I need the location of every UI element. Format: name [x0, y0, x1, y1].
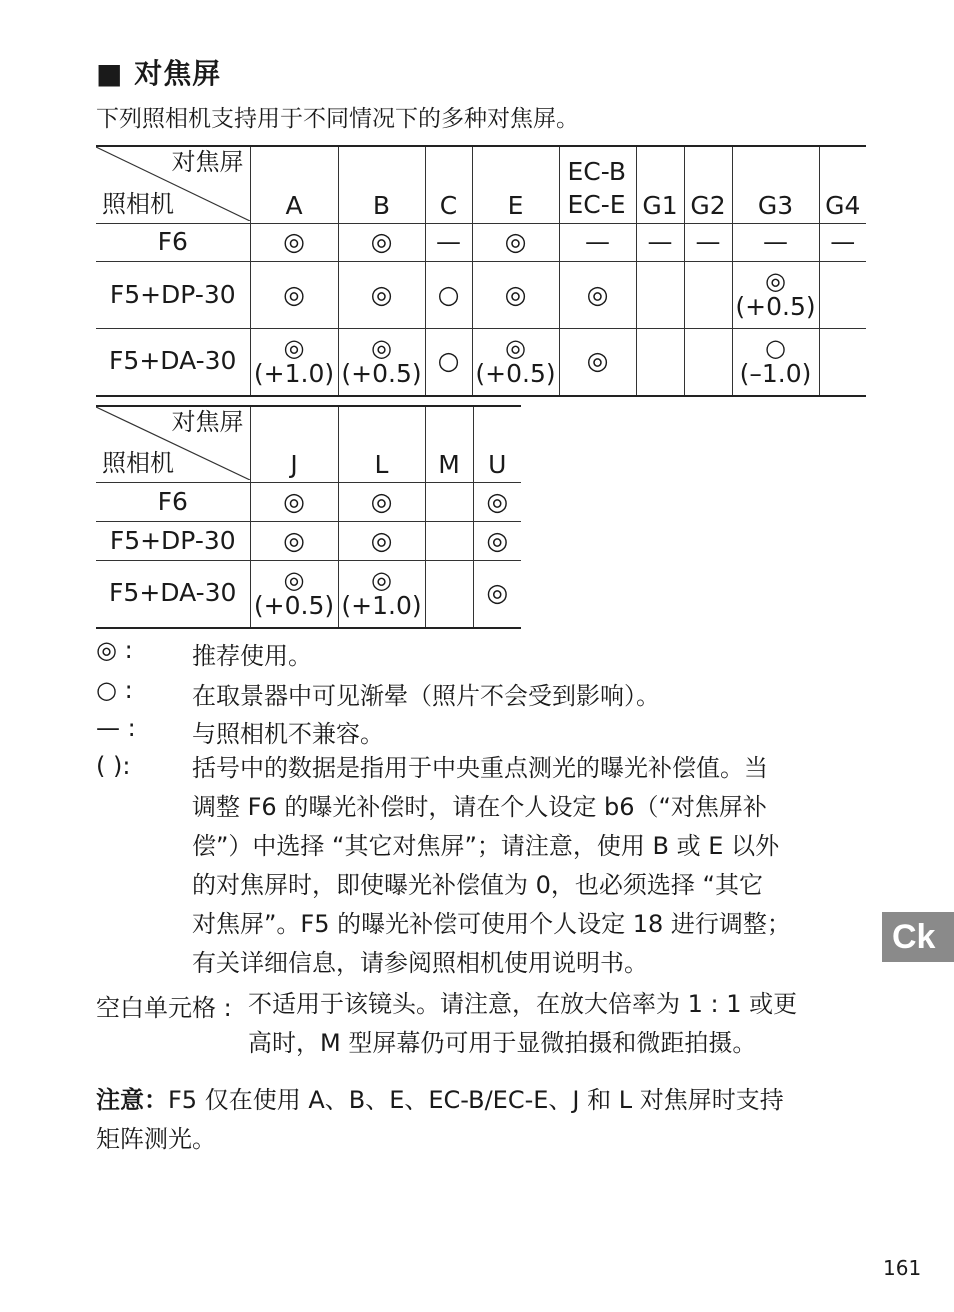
header-EC-B: EC-B [567, 157, 627, 186]
cell [819, 262, 866, 329]
cell-mark: ◎ [505, 334, 526, 362]
camera-F5-DP-30: F5+DP-30 [109, 279, 236, 309]
cell-g3 [732, 329, 819, 396]
cell: — [559, 224, 636, 262]
header-B: B [338, 146, 425, 224]
header-J: J [250, 406, 338, 483]
cell-value: (–1.0) [739, 359, 812, 388]
header-A: A [250, 146, 338, 224]
header-G4: G4 [819, 146, 866, 224]
cell-value: (+0.5) [735, 292, 816, 322]
cell: ◎ [472, 224, 559, 262]
table1-corner-cell [96, 146, 250, 224]
legend-line: 调整 F6 的曝光补偿时，请在个人设定 b6（“对焦屏补 [192, 793, 767, 821]
cell: ◎ [338, 522, 425, 561]
cell: ○ [425, 262, 472, 329]
cell: ○ [425, 329, 472, 396]
cell: ◎ [338, 224, 425, 262]
legend-text: 推荐使用。 [192, 642, 312, 670]
cell-mark: ◎ [371, 334, 392, 362]
table-row [96, 224, 866, 262]
cell-mark: ◎ [765, 267, 786, 296]
note-label: 注意： [96, 1086, 168, 1114]
cell: ◎ [559, 329, 636, 396]
cell: ◎ [250, 483, 338, 522]
legend-parentheses-symbol: ( ): [96, 752, 131, 780]
legend-blank-cell-symbol: 空白单元格 : [96, 994, 232, 1022]
cell-mark: ◎ [283, 566, 305, 594]
cell: ◎ [473, 522, 521, 561]
cell [684, 262, 732, 329]
cell-a [250, 329, 338, 396]
cell-value: (+0.5) [253, 591, 335, 620]
header-G3: G3 [732, 146, 819, 224]
language-tab: Ck [882, 912, 954, 962]
corner-camera-label: 照相机 [102, 449, 174, 478]
legend-line: 的对焦屏时，即使曝光补偿值为 0，也必须选择 “其它 [192, 871, 763, 899]
table-row [96, 522, 521, 561]
focusing-screen-table-2 [96, 405, 521, 629]
cell [425, 561, 473, 628]
focusing-screen-table-1 [96, 145, 866, 397]
legend-line: 不适用于该镜头。请注意，在放大倍率为 1 : 1 或更 [248, 990, 798, 1018]
camera-F6: F6 [157, 227, 188, 257]
cell: — [425, 224, 472, 262]
legend-symbol: — : [96, 714, 136, 742]
matrix-metering-note [96, 1081, 784, 1159]
cell [636, 329, 684, 396]
legend-line: 高时，M 型屏幕仍可用于显微拍摄和微距拍摄。 [248, 1029, 757, 1057]
cell-value: (+0.5) [341, 359, 422, 388]
legend-symbol: ◎ : [96, 636, 133, 664]
cell-l [338, 561, 425, 628]
legend-line: 偿”）中选择 “其它对焦屏”；请注意，使用 B 或 E 以外 [192, 832, 780, 860]
cell-b [338, 329, 425, 396]
legend-blank-cell-text [248, 985, 797, 1063]
camera-F5-DP-30: F5+DP-30 [109, 525, 236, 555]
cell: ◎ [473, 483, 521, 522]
table-row [96, 329, 866, 396]
cell: ◎ [338, 483, 425, 522]
header-C: C [425, 146, 472, 224]
corner-screen-label: 对焦屏 [171, 408, 244, 436]
cell-mark: ○ [765, 334, 786, 362]
table-row [96, 262, 866, 329]
camera-F5-DA-30: F5+DA-30 [109, 578, 237, 608]
cell: ◎ [250, 262, 338, 329]
cell: ◎ [559, 262, 636, 329]
header-EC [559, 146, 636, 224]
header-EC-E: EC-E [567, 189, 626, 219]
header-G2: G2 [684, 146, 732, 224]
cell-g3 [732, 262, 819, 329]
cell: — [732, 224, 819, 262]
header-G1: G1 [636, 146, 684, 224]
table-row [96, 483, 521, 522]
page-number: 161 [883, 1256, 922, 1280]
cell: ◎ [250, 224, 338, 262]
legend-text: 与照相机不兼容。 [192, 720, 384, 748]
cell [819, 329, 866, 396]
legend-symbol: ○ : [96, 676, 133, 704]
cell: ◎ [338, 262, 425, 329]
cell-value: (+1.0) [253, 359, 335, 388]
cell-mark: ◎ [283, 334, 305, 362]
cell: ◎ [472, 262, 559, 329]
intro-text: 下列照相机支持用于不同情况下的多种对焦屏。 [96, 106, 579, 132]
cell [425, 483, 473, 522]
corner-screen-label: 对焦屏 [171, 148, 244, 176]
header-U: U [473, 406, 521, 483]
section-title: ■ 对焦屏 [96, 57, 222, 90]
cell: — [636, 224, 684, 262]
cell-j [250, 561, 338, 628]
note-text: F5 仅在使用 A、B、E、EC-B/EC-E、J 和 L 对焦屏时支持 [168, 1086, 784, 1114]
note-text-2: 矩阵测光。 [96, 1125, 216, 1153]
legend-line: 对焦屏”。F5 的曝光补偿可使用个人设定 18 进行调整； [192, 910, 791, 938]
legend-line: 括号中的数据是指用于中央重点测光的曝光补偿值。当 [192, 754, 768, 782]
cell: — [819, 224, 866, 262]
legend-line: 有关详细信息，请参阅照相机使用说明书。 [192, 949, 648, 977]
corner-camera-label: 照相机 [102, 190, 174, 219]
cell-mark: ◎ [371, 566, 392, 594]
table-row [96, 561, 521, 628]
camera-F5-DA-30: F5+DA-30 [109, 346, 237, 376]
table2-corner-cell [96, 406, 250, 483]
legend-text: 在取景器中可见渐晕（照片不会受到影响）。 [192, 682, 660, 710]
camera-F6: F6 [157, 486, 188, 516]
header-L: L [338, 406, 425, 483]
cell [425, 522, 473, 561]
legend-parentheses-text [192, 749, 791, 983]
cell-value: (+1.0) [341, 591, 422, 620]
cell: ◎ [250, 522, 338, 561]
cell: ◎ [473, 561, 521, 628]
cell-e [472, 329, 559, 396]
header-E: E [472, 146, 559, 224]
cell [636, 262, 684, 329]
cell [684, 329, 732, 396]
cell: — [684, 224, 732, 262]
cell-value: (+0.5) [475, 359, 556, 388]
header-M: M [425, 406, 473, 483]
